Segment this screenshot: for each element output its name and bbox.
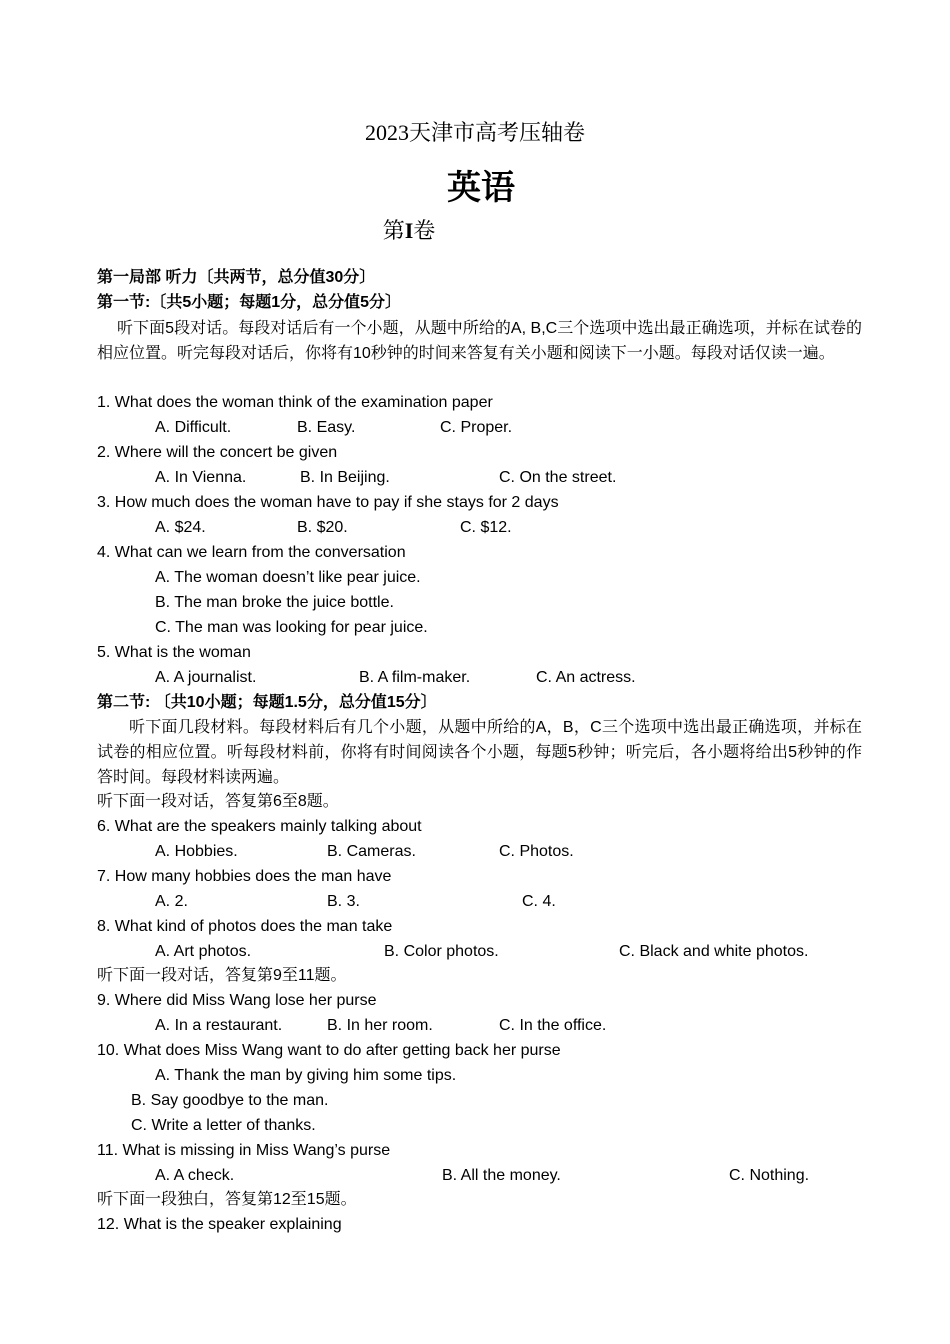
q11-option-b: B. All the money. xyxy=(442,1167,561,1184)
q9-option-c: C. In the office. xyxy=(499,1017,607,1034)
q4-option-a: A. The woman doesn’t like pear juice. xyxy=(155,569,421,586)
section1-instructions: 听下面5段对话。每段对话后有一个小题，从题中所给的A, B,C三个选项中选出最正确选项，并标在试卷的相应位置。听完每段对话后，你将有10秒钟的时间来答复有关小题和阅读下一小题。每段对话仅读一遍。 xyxy=(97,320,862,362)
q1-option-b: B. Easy. xyxy=(297,419,356,436)
section2-instructions: 听下面几段材料。每段材料后有几个小题，从题中所给的A，B，C三个选项中选出最正确选项，并标在试卷的相应位置。听每段材料前，你将有时间阅读各个小题，每题5秒钟；听完后，各小题将给出5秒钟的作答时间。每段材料读两遍。 xyxy=(97,719,862,786)
question-3: 3. How much does the woman have to pay if she stays for 2 days xyxy=(97,494,559,511)
q1-option-c: C. Proper. xyxy=(440,419,513,436)
q2-option-a: A. In Vienna. xyxy=(155,469,247,486)
q7-option-b: B. 3. xyxy=(327,893,360,910)
q4-option-b: B. The man broke the juice bottle. xyxy=(155,594,394,611)
question-1: 1. What does the woman think of the examination paper xyxy=(97,394,493,411)
question-2: 2. Where will the concert be given xyxy=(97,444,338,461)
question-12: 12. What is the speaker explaining xyxy=(97,1216,342,1233)
subject-title: 英语 xyxy=(447,168,515,208)
group1-intro: 听下面一段对话，答复第6至8题。 xyxy=(97,793,339,810)
q5-option-c: C. An actress. xyxy=(536,669,636,686)
q1-option-a: A. Difficult. xyxy=(155,419,232,436)
q4-option-c: C. The man was looking for pear juice. xyxy=(155,619,428,636)
q10-option-a: A. Thank the man by giving him some tips. xyxy=(155,1067,457,1084)
q10-option-c: C. Write a letter of thanks. xyxy=(131,1117,316,1134)
q2-option-b: B. In Beijing. xyxy=(300,469,390,486)
q2-option-c: C. On the street. xyxy=(499,469,617,486)
q7-option-c: C. 4. xyxy=(522,893,556,910)
question-10: 10. What does Miss Wang want to do after getting back her purse xyxy=(97,1042,561,1059)
volume-numeral: I xyxy=(404,218,414,243)
question-7: 7. How many hobbies does the man have xyxy=(97,868,392,885)
q3-option-b: B. $20. xyxy=(297,519,348,536)
question-5: 5. What is the woman xyxy=(97,644,251,661)
question-4: 4. What can we learn from the conversation xyxy=(97,544,406,561)
exam-title: 2023天津市高考压轴卷 xyxy=(364,120,585,145)
q3-option-c: C. $12. xyxy=(460,519,512,536)
section2-heading: 第二节: 〔共10小题；每题1.5分，总分值15分〕 xyxy=(97,694,437,711)
q8-option-c: C. Black and white photos. xyxy=(619,943,809,960)
question-8: 8. What kind of photos does the man take xyxy=(97,918,393,935)
q9-option-b: B. In her room. xyxy=(327,1017,433,1034)
group2-intro: 听下面一段对话，答复第9至11题。 xyxy=(97,967,347,984)
q7-option-a: A. 2. xyxy=(155,893,188,910)
q6-option-b: B. Cameras. xyxy=(327,843,416,860)
volume-prefix: 第 xyxy=(382,218,405,243)
q6-option-a: A. Hobbies. xyxy=(155,843,238,860)
q10-option-b: B. Say goodbye to the man. xyxy=(131,1092,329,1109)
volume-suffix: 卷 xyxy=(413,218,436,243)
question-9: 9. Where did Miss Wang lose her purse xyxy=(97,992,377,1009)
q8-option-b: B. Color photos. xyxy=(384,943,499,960)
section1-heading: 第一节:〔共5小题；每题1分，总分值5分〕 xyxy=(97,294,402,311)
group3-intro: 听下面一段独白，答复第12至15题。 xyxy=(97,1191,357,1208)
part1-heading: 第一局部 听力〔共两节，总分值30分〕 xyxy=(97,269,376,286)
q3-option-a: A. $24. xyxy=(155,519,206,536)
question-6: 6. What are the speakers mainly talking about xyxy=(97,818,422,835)
q8-option-a: A. Art photos. xyxy=(155,943,252,960)
q11-option-c: C. Nothing. xyxy=(729,1167,810,1184)
q5-option-a: A. A journalist. xyxy=(155,669,257,686)
question-11: 11. What is missing in Miss Wang’s purse xyxy=(97,1142,391,1159)
q6-option-c: C. Photos. xyxy=(499,843,574,860)
q11-option-a: A. A check. xyxy=(155,1167,235,1184)
volume-label xyxy=(0,214,884,245)
q9-option-a: A. In a restaurant. xyxy=(155,1017,283,1034)
q5-option-b: B. A film-maker. xyxy=(359,669,471,686)
